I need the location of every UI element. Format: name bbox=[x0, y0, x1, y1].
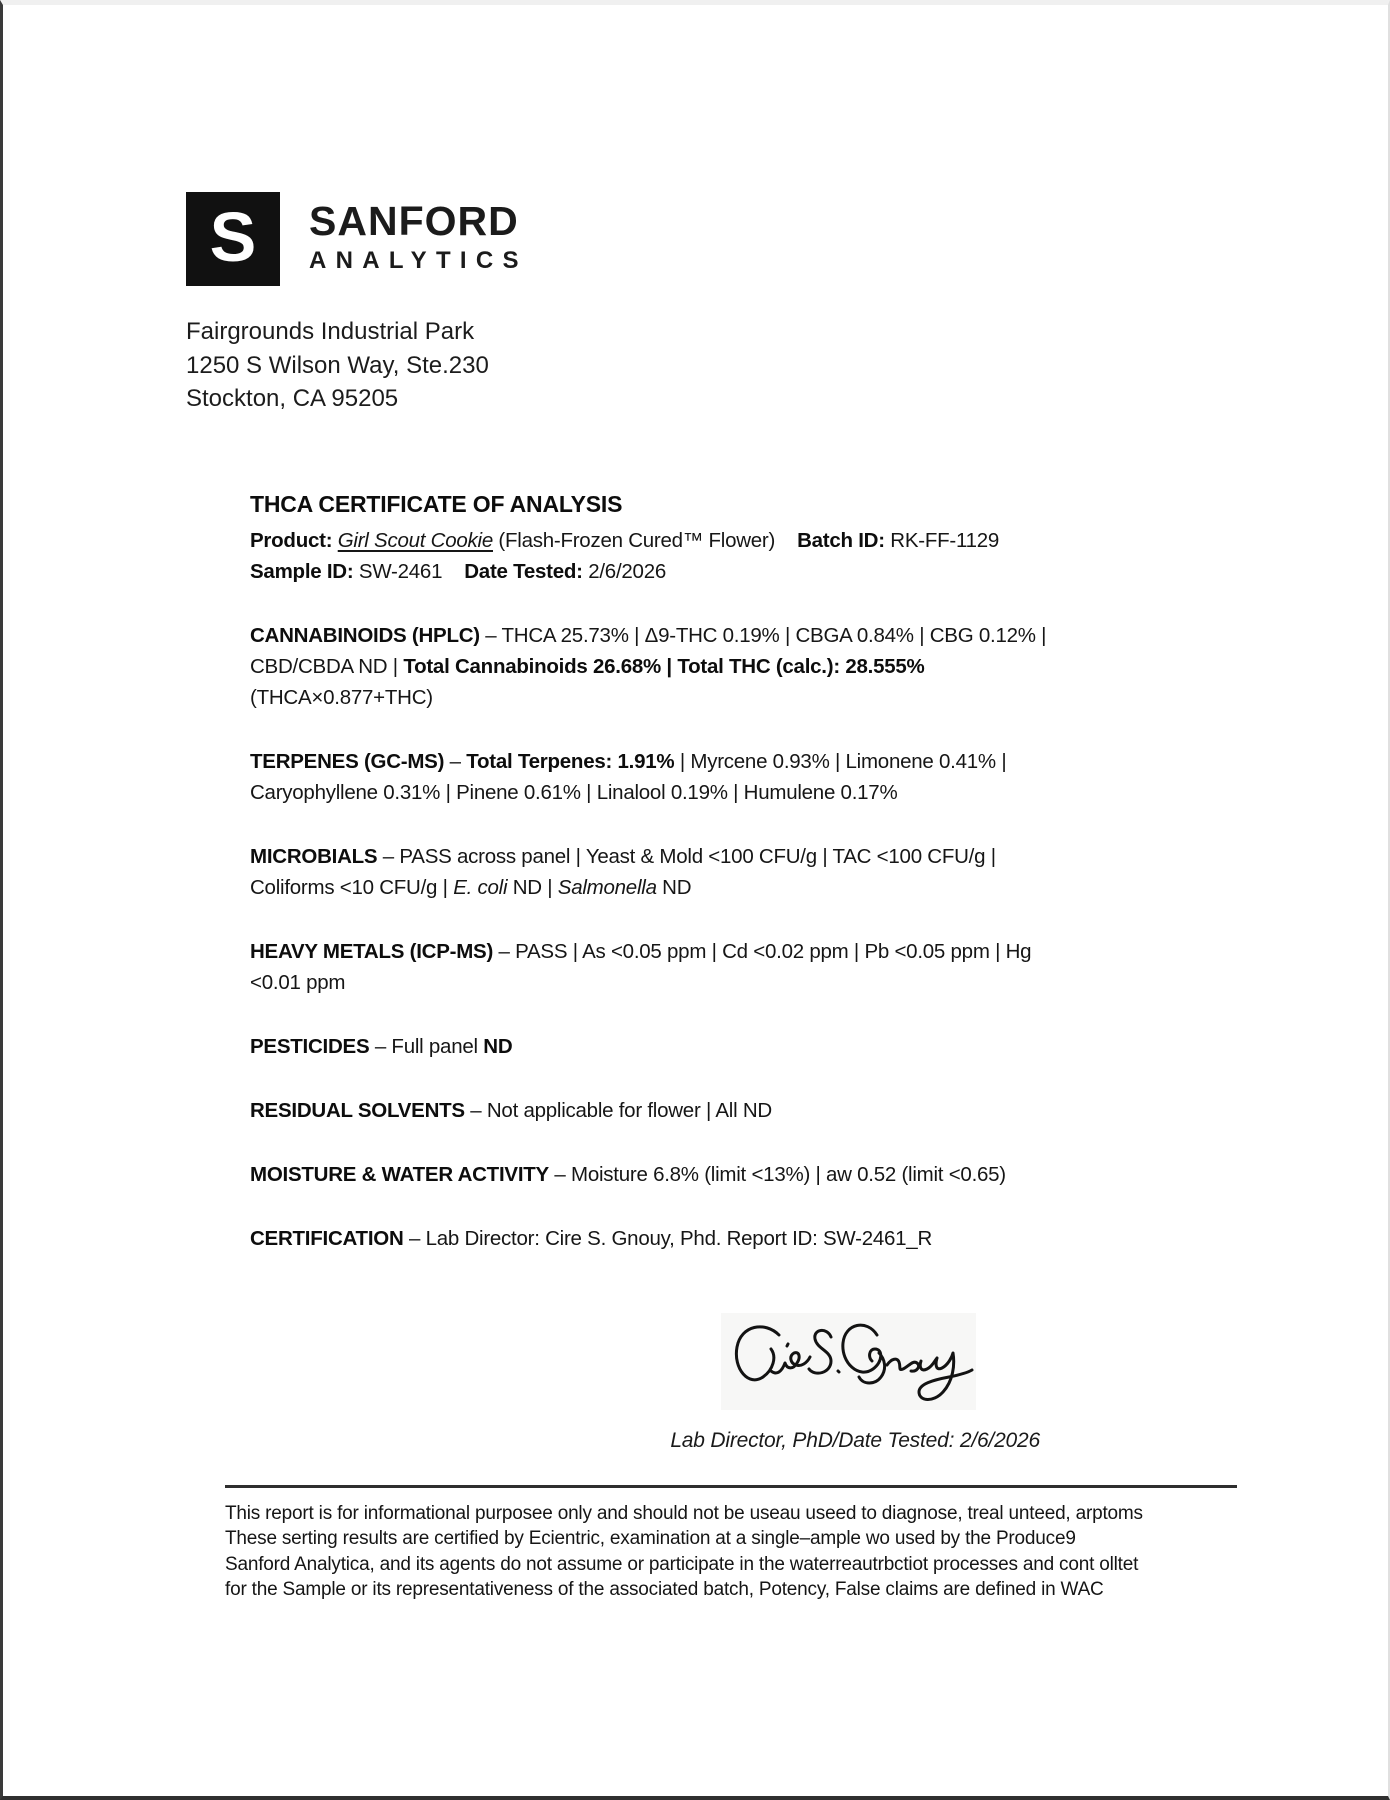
page-title: THCA CERTIFICATE OF ANALYSIS bbox=[250, 491, 623, 517]
section-moisture-run-1: – Moisture 6.8% (limit <13%) | aw 0.52 (limit <0.65) bbox=[548, 1163, 1006, 1186]
section-pesticides-run-2: ND bbox=[483, 1035, 513, 1058]
section-microbials bbox=[250, 841, 1060, 903]
section-microbials-run-1: – PASS across panel | Yeast & Mold <100 CFU/g | TAC <100 CFU/g | Coliforms <10 CFU/g | bbox=[250, 845, 996, 899]
section-certification-run-0: CERTIFICATION bbox=[250, 1227, 404, 1250]
signature-stroke-s bbox=[809, 1330, 839, 1373]
section-terpenes-run-2: Total Terpenes: 1.91% bbox=[466, 750, 675, 773]
section-microbials-run-5: ND bbox=[656, 876, 692, 899]
signature-caption: Lab Director, PhD/Date Tested: 2/6/2026 bbox=[670, 1429, 1040, 1452]
sanford-logo-mark bbox=[186, 192, 280, 286]
section-cannabinoids bbox=[250, 620, 1060, 713]
meta-product-batch-run-1: Girl Scout Cookie bbox=[337, 529, 493, 552]
disclaimer-text bbox=[225, 1501, 1285, 1603]
meta-sample-date-run-0: Sample ID: bbox=[250, 560, 359, 583]
section-microbials-run-3: ND | bbox=[507, 876, 558, 899]
results-sections bbox=[250, 620, 1060, 1254]
address-line-1: Fairgrounds Industrial Park bbox=[186, 318, 475, 345]
section-microbials-run-4: Salmonella bbox=[557, 876, 657, 899]
brand-name: SANFORD bbox=[309, 198, 519, 244]
section-cannabinoids-run-3: (THCA×0.877+THC) bbox=[250, 686, 433, 709]
meta-sample-date bbox=[250, 556, 1060, 587]
section-pesticides-run-0: PESTICIDES bbox=[250, 1035, 370, 1058]
section-pesticides bbox=[250, 1031, 1060, 1062]
section-microbials-run-2: E. coli bbox=[453, 876, 508, 899]
section-heavy-metals bbox=[250, 936, 1060, 998]
disclaimer-line-2: These serting results are certified by Ecientric, examination at a single–ample wo used by the Produce9 bbox=[225, 1528, 1076, 1550]
signature-stroke-cire bbox=[736, 1327, 810, 1380]
section-moisture bbox=[250, 1159, 1060, 1190]
meta-product-batch-run-4: Batch ID: bbox=[797, 529, 891, 552]
section-residual-solvents bbox=[250, 1095, 1060, 1126]
sample-meta-block bbox=[250, 525, 1060, 587]
section-heavy-metals-run-0: HEAVY METALS (ICP-MS) bbox=[250, 940, 494, 963]
meta-product-batch-run-2: (Flash-Frozen Cured™ Flower) bbox=[492, 529, 776, 552]
section-cannabinoids-run-0: CANNABINOIDS (HPLC) bbox=[250, 624, 480, 647]
certificate-body bbox=[250, 491, 1060, 1254]
section-certification-run-1: – Lab Director: Cire S. Gnouy, Phd. Report ID: SW-2461_R bbox=[403, 1227, 933, 1250]
meta-sample-date-run-4: 2/6/2026 bbox=[588, 560, 667, 583]
disclaimer-line-3: Sanford Analytica, and its agents do not assume or participate in the waterreautrbctiot processes and cont olltet bbox=[225, 1553, 1139, 1575]
address-line-2: 1250 S Wilson Way, Ste.230 bbox=[186, 351, 489, 379]
meta-sample-date-run-3: Date Tested: bbox=[464, 560, 589, 583]
section-terpenes bbox=[250, 746, 1060, 808]
section-heavy-metals-run-1: – PASS | As <0.05 ppm | Cd <0.02 ppm | Pb <0.05 ppm | Hg <0.01 ppm bbox=[250, 940, 1032, 994]
section-moisture-run-0: MOISTURE & WATER ACTIVITY bbox=[250, 1163, 549, 1186]
section-terpenes-run-0: TERPENES (GC-MS) bbox=[250, 750, 445, 773]
section-certification bbox=[250, 1223, 1060, 1254]
signature-stroke-gnouy bbox=[843, 1325, 972, 1399]
section-pesticides-run-1: – Full panel bbox=[369, 1035, 484, 1058]
section-terpenes-run-3: | Myrcene 0.93% | Limonene 0.41% | Caryophyllene 0.31% | Pinene 0.61% | Linalool 0.19% | Humulene 0.17% bbox=[250, 750, 1007, 804]
signature-handwriting-icon bbox=[721, 1313, 976, 1410]
address-line-3: Stockton, CA 95205 bbox=[186, 385, 399, 412]
brand-subname: ANALYTICS bbox=[309, 247, 528, 274]
meta-product-batch bbox=[250, 525, 1060, 556]
meta-product-batch-run-5: RK-FF-1129 bbox=[890, 529, 1000, 552]
section-cannabinoids-run-1: – THCA 25.73% | Δ9-THC 0.19% | CBGA 0.84% | CBG 0.12% | CBD/CBDA ND | bbox=[250, 624, 1047, 678]
section-microbials-run-0: MICROBIALS bbox=[250, 845, 378, 868]
logo-letter-s: S bbox=[209, 198, 257, 276]
section-residual-solvents-run-1: – Not applicable for flower | All ND bbox=[464, 1099, 772, 1122]
meta-product-batch-run-0: Product: bbox=[250, 529, 338, 552]
brand-wordmark bbox=[309, 198, 528, 275]
footer-divider bbox=[225, 1485, 1237, 1488]
disclaimer-line-1: This report is for informational purposee only and should not be useau useed to diagnose, treal unteed, arptoms bbox=[225, 1503, 1143, 1524]
section-residual-solvents-run-0: RESIDUAL SOLVENTS bbox=[250, 1099, 465, 1122]
lab-director-signature bbox=[721, 1313, 976, 1410]
section-cannabinoids-run-2: Total Cannabinoids 26.68% | Total THC (calc.): 28.555% bbox=[403, 655, 925, 678]
section-terpenes-run-1: – bbox=[444, 750, 467, 773]
meta-sample-date-run-1: SW-2461 bbox=[358, 560, 443, 583]
lab-address bbox=[186, 315, 489, 416]
disclaimer-line-4: for the Sample or its representativeness of the associated batch, Potency, False claims are defined in WAC bbox=[225, 1579, 1104, 1601]
